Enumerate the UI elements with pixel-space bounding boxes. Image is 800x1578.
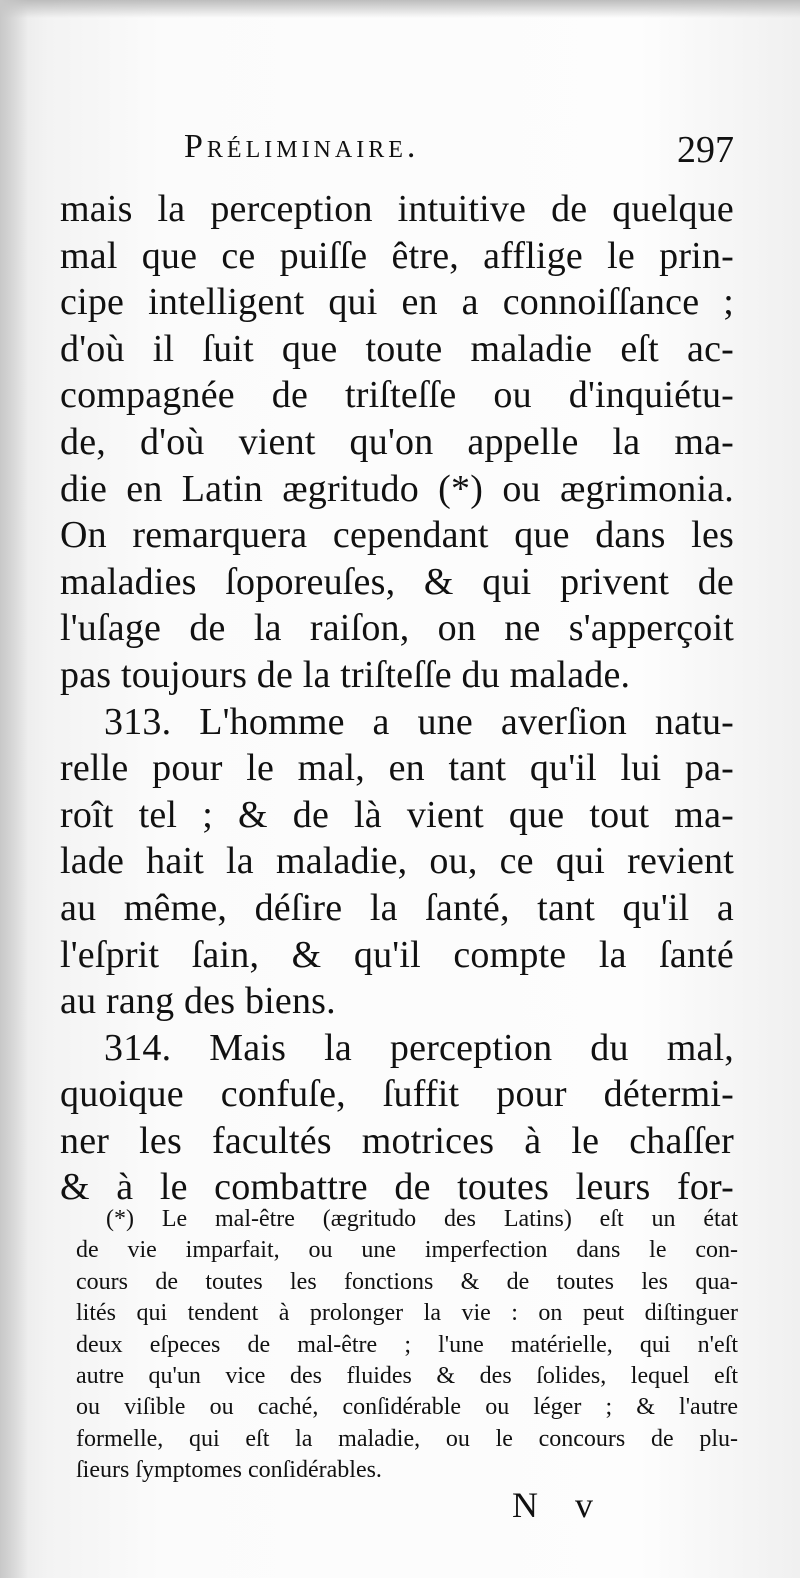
body-line: ner les facultés motrices à le chaſſer <box>60 1119 734 1162</box>
running-head <box>60 128 740 178</box>
footnote-line: lités qui tendent à prolonger la vie : on peut diſtinguer <box>76 1300 738 1327</box>
body-line: de, d'où vient qu'on appelle la ma- <box>60 420 734 463</box>
footnote-line: (*) Le mal-être (ægritudo des Latins) eſt un état <box>106 1206 738 1232</box>
footnote-line: formelle, qui eſt la maladie, ou le concours de plu- <box>76 1425 738 1452</box>
scan-edge-left <box>0 0 28 1578</box>
footnote-line: autre qu'un vice des fluides & des ſolides, lequel eſt <box>76 1362 738 1389</box>
paragraph-313-line: 313. L'homme a une averſion natu- <box>104 700 734 743</box>
footnote-line: ou viſible ou caché, conſidérable ou léger ; & l'autre <box>76 1394 738 1421</box>
running-title: Préliminaire. <box>184 128 420 165</box>
body-line: & à le combattre de toutes leurs for- <box>60 1166 734 1209</box>
signature-mark: N v <box>512 1485 607 1525</box>
body-line: cipe intelligent qui en a connoiſſance ; <box>60 281 734 324</box>
paragraph-314-line: 314. Mais la perception du mal, <box>104 1026 734 1069</box>
footnote-line: cours de toutes les fonctions & de toutes les qua- <box>76 1268 738 1295</box>
footnote-line: ſieurs ſymptomes conſidérables. <box>76 1457 382 1484</box>
body-line: maladies ſoporeuſes, & qui privent de <box>60 560 734 603</box>
body-text <box>60 186 734 1211</box>
body-line: die en Latin ægritudo (*) ou ægrimonia. <box>60 467 734 510</box>
body-line: compagnée de triſteſſe ou d'inquiétu- <box>60 374 734 417</box>
body-line: roît tel ; & de là vient que tout ma- <box>60 793 734 836</box>
scan-edge-top <box>0 0 800 18</box>
body-line: l'uſage de la raiſon, on ne s'apperçoit <box>60 607 734 650</box>
body-line: relle pour le mal, en tant qu'il lui pa- <box>60 747 734 790</box>
body-line: d'où il ſuit que toute maladie eſt ac- <box>60 327 734 370</box>
footnote <box>76 1204 738 1487</box>
body-line: pas toujours de la triſteſſe du malade. <box>60 653 631 696</box>
body-line: mal que ce puiſſe être, afflige le prin- <box>60 234 734 277</box>
footnote-line: deux eſpeces de mal-être ; l'une matérielle, qui n'eſt <box>76 1331 738 1358</box>
body-line: au même, déſire la ſanté, tant qu'il a <box>60 886 734 929</box>
footnote-line: de vie imparfait, ou une imperfection dans le con- <box>76 1237 738 1264</box>
body-line: quoique confuſe, ſuffit pour détermi- <box>60 1073 734 1116</box>
body-line: au rang des biens. <box>60 980 336 1023</box>
body-line: On remarquera cependant que dans les <box>60 514 734 557</box>
body-line: lade hait la maladie, ou, ce qui revient <box>60 840 734 883</box>
page-number: 297 <box>677 129 734 171</box>
body-line: l'eſprit ſain, & qu'il compte la ſanté <box>60 933 734 976</box>
body-line: mais la perception intuitive de quelque <box>60 188 734 230</box>
